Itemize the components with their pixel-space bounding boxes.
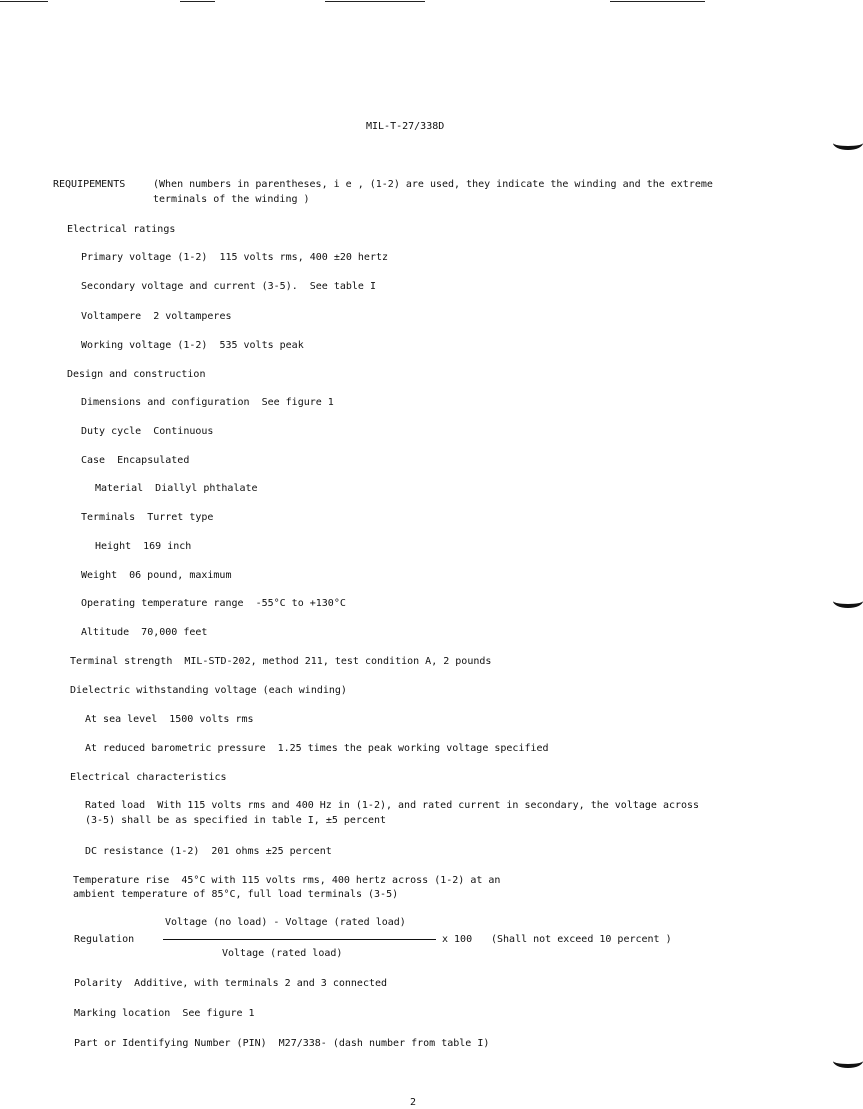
material-label: Material (95, 483, 144, 494)
marking-line (74, 1007, 255, 1020)
terminal-strength-line (70, 655, 491, 668)
rated-load-text2: (3-5) shall be as specified in table I, ±5 percent (85, 815, 387, 826)
weight-label: Weight (81, 570, 118, 581)
operating-temperature-label: Operating temperature range (81, 598, 244, 609)
sea-level-label: At sea level (85, 714, 158, 725)
temperature-rise-line1 (73, 874, 500, 887)
terminals-value: Turret type (147, 512, 214, 523)
scan-edge-line (325, 1, 425, 2)
working-voltage-line (81, 339, 304, 352)
marking-value: See figure 1 (182, 1008, 255, 1019)
duty-cycle-value: Continuous (153, 426, 214, 437)
binder-hole-mark (833, 1054, 863, 1068)
material-value: Diallyl phthalate (155, 483, 258, 494)
height-value: 169 inch (143, 541, 192, 552)
scan-edge-line (0, 1, 48, 2)
case-value: Encapsulated (117, 455, 190, 466)
regulation-note: (Shall not exceed 10 percent ) (491, 934, 672, 945)
secondary-voltage-label: Secondary voltage and current (3-5). (81, 281, 298, 292)
requirements-note-line2: terminals of the winding ) (153, 194, 310, 205)
terminal-strength-value: MIL-STD-202, method 211, test condition A, 2 pounds (184, 656, 492, 667)
regulation-denominator: Voltage (rated load) (222, 948, 343, 959)
rated-load-text1: With 115 volts rms and 400 Hz in (1-2), and rated current in secondary, the voltage across (157, 800, 700, 811)
design-heading: Design and construction (67, 369, 206, 380)
fraction-bar (163, 939, 436, 940)
requirements-label: REQUIPEMENTS (53, 179, 126, 190)
scan-edge-line (180, 1, 215, 2)
part-number-label: Part or Identifying Number (PIN) (74, 1038, 267, 1049)
operating-temperature-line (81, 597, 346, 610)
temperature-rise-text2: ambient temperature of 85°C, full load terminals (3-5) (73, 889, 399, 900)
voltampere-label: Voltampere (81, 311, 142, 322)
marking-label: Marking location (74, 1008, 171, 1019)
binder-hole-mark (833, 594, 863, 608)
document-id: MIL-T-27/338D (366, 121, 445, 132)
reduced-pressure-label: At reduced barometric pressure (85, 743, 266, 754)
material-line (95, 482, 258, 495)
primary-voltage-line (81, 251, 388, 264)
working-voltage-value: 535 volts peak (219, 340, 304, 351)
scan-edge-line (610, 1, 705, 2)
voltampere-line (81, 310, 232, 323)
polarity-value: Additive, with terminals 2 and 3 connected (134, 978, 388, 989)
weight-value: 06 pound, maximum (129, 570, 232, 581)
operating-temperature-value: -55°C to +130°C (255, 598, 346, 609)
electrical-ratings-heading: Electrical ratings (67, 224, 176, 235)
dimensions-line (81, 396, 334, 409)
polarity-line (74, 977, 387, 990)
dc-resistance-line (85, 845, 332, 858)
duty-cycle-line (81, 425, 213, 438)
temperature-rise-label: Temperature rise (73, 875, 170, 886)
page-number: 2 (410, 1097, 417, 1108)
regulation-multiplier: x 100 (442, 934, 473, 945)
height-label: Height (95, 541, 132, 552)
reduced-pressure-value: 1.25 times the peak working voltage specified (277, 743, 549, 754)
secondary-voltage-line (81, 280, 376, 293)
requirements-note-line1: (When numbers in parentheses, i e , (1-2) are used, they indicate the winding and the extreme (153, 179, 713, 190)
terminal-strength-label: Terminal strength (70, 656, 173, 667)
terminals-label: Terminals (81, 512, 136, 523)
duty-cycle-label: Duty cycle (81, 426, 142, 437)
sea-level-line (85, 713, 254, 726)
dc-resistance-label: DC resistance (1-2) (85, 846, 200, 857)
regulation-label: Regulation (74, 934, 135, 945)
dielectric-heading: Dielectric withstanding voltage (each winding) (70, 685, 347, 696)
rated-load-label: Rated load (85, 800, 146, 811)
rated-load-line1 (85, 799, 699, 812)
height-line (95, 540, 191, 553)
case-line (81, 454, 189, 467)
terminals-line (81, 511, 213, 524)
secondary-voltage-value: See table I (309, 281, 376, 292)
dimensions-value: See figure 1 (261, 397, 334, 408)
altitude-value: 70,000 feet (141, 627, 208, 638)
sea-level-value: 1500 volts rms (169, 714, 254, 725)
binder-hole-mark (833, 136, 863, 150)
primary-voltage-label: Primary voltage (1-2) (81, 252, 208, 263)
polarity-label: Polarity (74, 978, 123, 989)
altitude-line (81, 626, 207, 639)
primary-voltage-value: 115 volts rms, 400 ±20 hertz (219, 252, 389, 263)
weight-line (81, 569, 231, 582)
electrical-characteristics-heading: Electrical characteristics (70, 772, 227, 783)
voltampere-value: 2 voltamperes (153, 311, 232, 322)
dc-resistance-value: 201 ohms ±25 percent (211, 846, 332, 857)
regulation-numerator: Voltage (no load) - Voltage (rated load) (165, 917, 406, 928)
part-number-line (74, 1037, 489, 1050)
part-number-value: M27/338- (dash number from table I) (278, 1038, 490, 1049)
altitude-label: Altitude (81, 627, 130, 638)
working-voltage-label: Working voltage (1-2) (81, 340, 208, 351)
case-label: Case (81, 455, 106, 466)
dimensions-label: Dimensions and configuration (81, 397, 250, 408)
temperature-rise-text1: 45°C with 115 volts rms, 400 hertz across (1-2) at an (181, 875, 501, 886)
reduced-pressure-line (85, 742, 549, 755)
